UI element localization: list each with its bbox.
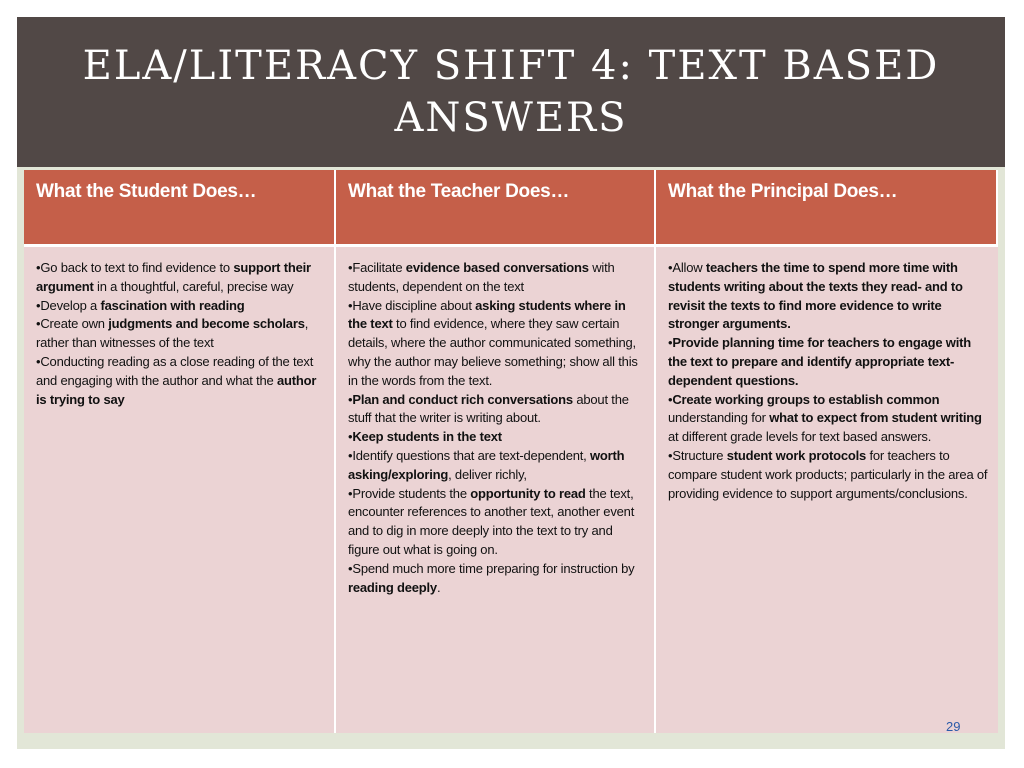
bullet-text: •Provide students the (348, 485, 471, 501)
student-cell (24, 247, 336, 733)
slide-title-line-2: ANSWERS (394, 95, 628, 141)
bullet-emphasis: fascination with reading (100, 297, 245, 313)
bullet-item (36, 297, 326, 316)
bullet-text: , deliver richly, (448, 466, 527, 482)
title-bar (17, 17, 1005, 167)
bullet-item (668, 391, 990, 447)
bullet-item (348, 447, 646, 485)
header-student: What the Student Does… (24, 170, 336, 247)
bullet-text: •Create own (36, 316, 109, 332)
bullet-text: . (436, 579, 441, 595)
bullet-emphasis: teachers the time to spend more time with students writing about the texts they read- and to revisit the texts to find more evidence to write stronger arguments. (668, 260, 963, 332)
bullet-item (348, 560, 646, 598)
bullet-text: at different grade levels for text based answers. (668, 429, 932, 445)
header-teacher: What the Teacher Does… (336, 170, 656, 247)
header-principal: What the Principal Does… (656, 170, 998, 247)
bullet-text: •Have discipline about (348, 297, 476, 313)
bullet-text: •Structure (668, 447, 727, 463)
bullet-text: about the stuff that the writer is writing about. (348, 391, 629, 426)
bullet-text: , rather than witnesses of the text (36, 316, 309, 351)
bullet-text: to find evidence, where they saw certain details, where the author communicated something, why the author may believe something; show all this in the words from the text. (348, 316, 638, 388)
bullet-text: with students, dependent on the text (348, 260, 615, 294)
bullet-text: •Go back to text to find evidence to (36, 260, 234, 275)
bullet-text: •Identify questions that are text-dependent, (348, 447, 590, 463)
bullet-item (348, 428, 646, 447)
bullet-emphasis: Provide planning time for teachers to engage with the text to prepare and identify appropriate text-dependent questions. (668, 335, 971, 388)
bullet-item (668, 259, 990, 334)
bullet-emphasis: asking students where in the text (348, 297, 626, 332)
bullet-text: •Spend much more time preparing for instruction by (348, 560, 635, 576)
bullet-text: •Allow (668, 260, 706, 275)
bullet-emphasis: student work protocols (726, 447, 867, 463)
bullet-item (36, 353, 326, 409)
bullet-emphasis: judgments and become scholars (108, 316, 305, 332)
page-number: 29 (946, 719, 961, 734)
bullet-text: •Conducting reading as a close reading of the text and engaging with the author and what the (36, 353, 314, 388)
bullet-text: • (348, 391, 353, 407)
bullet-item (668, 447, 990, 503)
bullet-emphasis: worth asking/exploring (348, 447, 625, 482)
slide-title-line-1: ELA/LITERACY SHIFT 4: TEXT BASED (82, 43, 940, 89)
bullet-text: •Facilitate (348, 260, 406, 275)
bullet-emphasis: Plan and conduct rich conversations (352, 391, 573, 407)
bullet-text: • (348, 429, 353, 445)
roles-table (24, 170, 998, 733)
bullet-item (668, 334, 990, 390)
bullet-text: the text, encounter references to another text, another event and to dig in more deeply into the text to try and figure out what is going on. (348, 485, 635, 557)
bullet-text: • (668, 335, 673, 351)
bullet-item (348, 297, 646, 391)
bullet-emphasis: Create working groups to establish common (672, 391, 940, 407)
bullet-text: • (668, 391, 673, 407)
teacher-cell (336, 247, 656, 733)
bullet-text: in a thoughtful, careful, precise way (97, 278, 294, 294)
bullet-emphasis: opportunity to read (470, 485, 586, 501)
bullet-item (36, 315, 326, 353)
bullet-text: •Develop a (36, 297, 101, 313)
bullet-item (348, 391, 646, 429)
bullet-item (348, 259, 646, 297)
bullet-emphasis: reading deeply (348, 579, 437, 595)
bullet-item (348, 485, 646, 560)
bullet-item (36, 259, 326, 297)
bullet-emphasis: author is trying to say (36, 372, 317, 407)
bullet-emphasis: evidence based conversations (405, 260, 589, 275)
bullet-emphasis: support their argument (36, 260, 311, 294)
bullet-text: for teachers to compare student work products; particularly in the area of providing evidence to support arguments/conclusions. (668, 447, 988, 501)
principal-cell (656, 247, 998, 733)
bullet-emphasis: Keep students in the text (352, 429, 502, 445)
bullet-emphasis: what to expect from student writing (769, 410, 982, 426)
bullet-text: understanding for (668, 410, 770, 426)
